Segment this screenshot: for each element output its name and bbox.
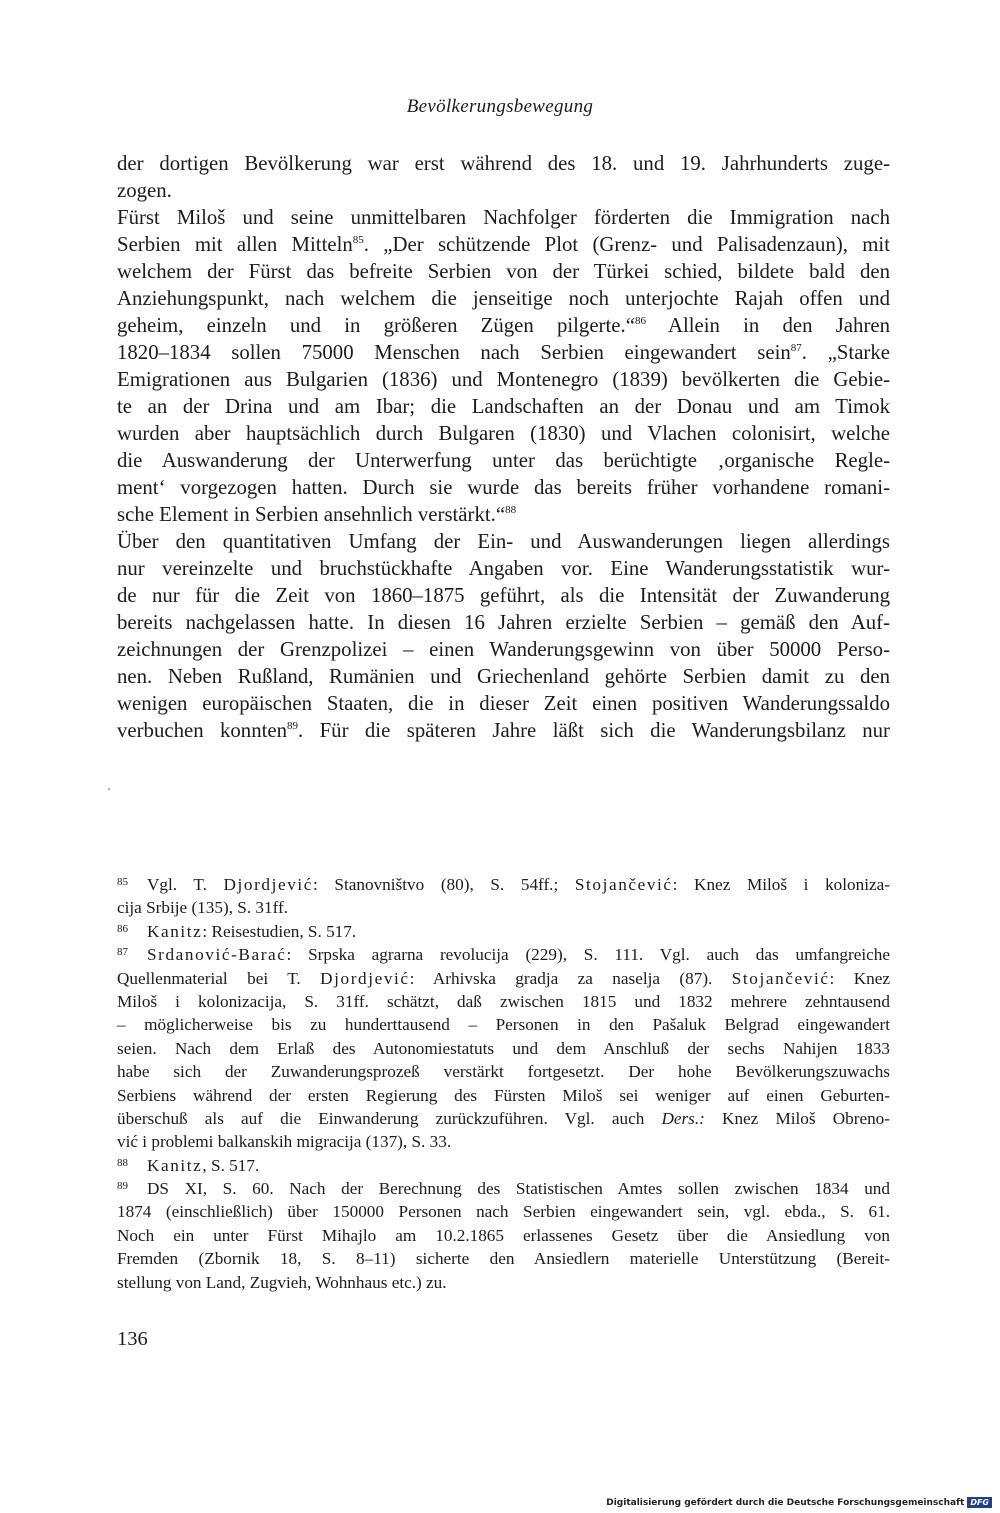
footnote-ref: 86 [634,315,646,328]
body-text-run: sche Element in Serbien ansehnlich verstärkt.“ [117,503,506,526]
body-line: Anziehungspunkt, nach welchem die jenseitige noch unterjochte Rajah offen und [117,287,890,310]
body-line: die Auswanderung der Unterwerfung unter das berüchtigte ‚organische Regle- [117,449,890,472]
footnote-text: überschuß als auf die Einwanderung zurückzuführen. Vgl. auch [117,1108,662,1128]
footnote-line [117,967,890,990]
scan-speck [108,788,110,790]
footnote-line: seien. Nach dem Erlaß des Autonomiestatuts und dem Anschluß der sechs Nahijen 1833 [117,1038,890,1058]
author-name: Djordjević [320,968,410,988]
author-name: Stojančević [731,968,830,988]
body-line: zeichnungen der Grenzpolizei – einen Wanderungsgewinn von über 50000 Perso- [117,638,890,661]
body-line: te an der Drina und am Ibar; die Landschaften an der Donau und am Timok [117,395,890,418]
footnote-text: : Arhivska gradja za naselja (87). [409,968,732,988]
footnote-text: DS XI, S. 60. Nach der Berechnung des Statistischen Amtes sollen zwischen 1834 und [147,1179,890,1199]
footnote-line [117,1107,890,1130]
footnote-ders: Ders.: [661,1108,705,1128]
body-line: Fürst Miloš und seine unmittelbaren Nachfolger förderten die Immigration nach [117,206,890,229]
body-line: nur vereinzelte und bruchstückhafte Angaben vor. Eine Wanderungsstatistik wur- [117,557,890,580]
footnote-line: habe sich der Zuwanderungsprozeß verstärkt fortgesetzt. Der hohe Bevölkerungszuwachs [117,1062,890,1082]
footnote-line [117,920,890,943]
author-name: Kanitz [147,921,203,941]
body-line: bereits nachgelassen hatte. In diesen 16 Jahren erzielte Serbien – gemäß den Auf- [117,611,890,634]
author-name: Srdanović-Barać [147,945,287,965]
body-text [117,150,890,744]
author-name: Djordjević [223,875,314,894]
body-line [117,339,890,366]
footnote-line: stellung von Land, Zugvieh, Wohnhaus etc.) zu. [117,1272,447,1292]
body-text-run: geheim, einzeln und in größeren Zügen pilgerte.“ [117,314,635,337]
footnote-line [117,1177,890,1200]
footnote-line: Serbiens während der ersten Regierung des Fürsten Miloš sei weniger auf einen Geburten- [117,1085,890,1105]
footnote-line: 1874 (einschließlich) über 150000 Personen nach Serbien eingewandert sein, vgl. ebda., S. 61. [117,1202,890,1222]
footnote-line: Miloš i kolonizacija, S. 31ff. schätzt, daß zwischen 1815 und 1832 mehrere zehntausend [117,991,890,1011]
footnote-text: : Knez Miloš i koloniza- [672,875,890,894]
body-text-run: . Für die späteren Jahre läßt sich die Wanderungsbilanz nur [298,719,890,742]
footnote-text: : Srpska agrarna revolucija (229), S. 111. Vgl. auch das umfangreiche [286,945,890,965]
body-line: welchem der Fürst das befreite Serbien von der Türkei schied, bildete bald den [117,260,890,283]
author-name: Stojančević [574,875,673,894]
footnote-number: 86 [117,922,128,935]
body-text-run: verbuchen konnten [117,719,288,742]
footnote-text: Vgl. T. [147,875,224,894]
footnote-ref: 88 [505,504,517,517]
body-line: wurden aber hauptsächlich durch Bulgaren (1830) und Vlachen colonisirt, welche [117,422,890,445]
footnote-line [117,1154,890,1177]
footnote-line: – möglicherweise bis zu hunderttausend – Personen in den Pašaluk Belgrad eingewandert [117,1015,890,1035]
footnote-text: : Knez [829,968,890,988]
footnote-text: , S. 517. [202,1155,260,1175]
page-number: 136 [117,1328,148,1350]
body-line: nen. Neben Rußland, Rumänien und Griechenland gehörte Serbien damit zu den [117,665,890,688]
footnote-line: Fremden (Zbornik 18, S. 8–11) sicherte den Ansiedlern materielle Unterstützung (Bereit- [117,1249,890,1269]
footnote-line: cija Srbije (135), S. 31ff. [117,898,289,918]
body-line: zogen. [117,179,172,202]
footnote-ref: 89 [287,720,299,733]
footnote-text: Knez Miloš Obreno- [704,1108,890,1128]
author-name: Kanitz [147,1155,203,1175]
footnote-number: 89 [117,1180,128,1193]
body-line [117,312,890,339]
footnote-number: 88 [117,1156,128,1169]
footnote-text: : Stanovništvo (80), S. 54ff.; [313,875,575,894]
body-line: ment‘ vorgezogen hatten. Durch sie wurde das bereits früher vorhandene romani- [117,476,890,499]
footnote-line: Noch ein unter Fürst Mihajlo am 10.2.1865 erlassenes Gesetz über die Ansiedlung von [117,1225,890,1245]
dfg-credit [606,1497,992,1508]
body-line: Emigrationen aus Bulgarien (1836) und Montenegro (1839) bevölkerten die Gebie- [117,368,890,391]
footnote-number: 85 [117,876,128,888]
body-line [117,717,890,744]
body-text-run: Allein in den Jahren [645,314,890,337]
footnote-text: Quellenmaterial bei T. [117,968,321,988]
footnote-text: : Reisestudien, S. 517. [202,921,357,941]
body-line: wenigen europäischen Staaten, die in dieser Zeit einen positiven Wanderungssaldo [117,692,890,715]
body-text-run: . „Der schützende Plot (Grenz- und Palisadenzaun), mit [363,233,890,256]
footnotes [117,873,890,1294]
footnote-ref: 85 [352,234,364,247]
dfg-logo-icon: DFG [967,1497,992,1508]
body-line: Über den quantitativen Umfang der Ein- und Auswanderungen liegen allerdings [117,530,890,553]
body-text-run: Serbien mit allen Mitteln [117,233,353,256]
footnote-ref: 87 [790,342,802,355]
credit-text: Digitalisierung gefördert durch die Deutsche Forschungsgemeinschaft [606,1497,965,1508]
footnote-line [117,943,890,966]
body-line [117,501,890,528]
footnote-line [117,873,890,896]
running-head: Bevölkerungsbewegung [406,96,594,117]
body-text-run: . „Starke [801,341,890,364]
footnote-number: 87 [117,946,128,959]
body-text-run: 1820–1834 sollen 75000 Menschen nach Serbien eingewandert sein [117,341,791,364]
footnote-line: vić i problemi balkanskih migracija (137), S. 33. [117,1132,452,1152]
body-line [117,231,890,258]
body-line: der dortigen Bevölkerung war erst während des 18. und 19. Jahrhunderts zuge- [117,152,890,175]
body-line: de nur für die Zeit von 1860–1875 geführt, als die Intensität der Zuwanderung [117,584,890,607]
